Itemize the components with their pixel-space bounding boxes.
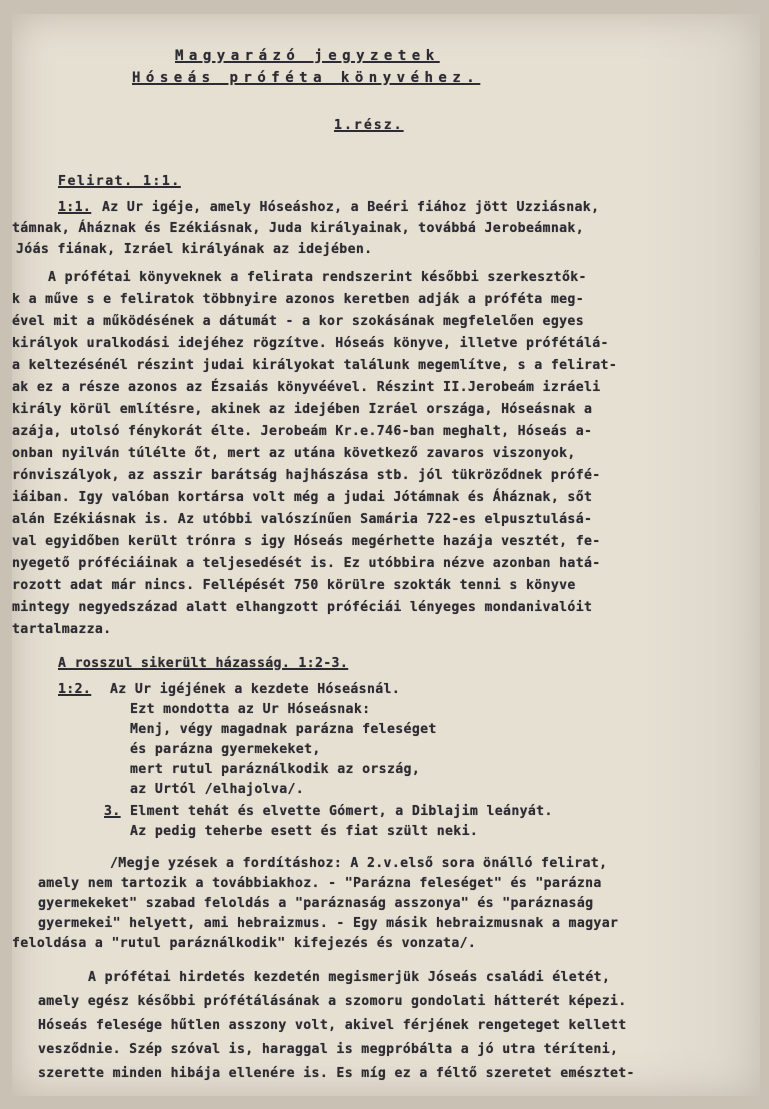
text-line: Jóás fiának, Izráel királyának az idejében. — [16, 242, 373, 257]
text-line: ak ez a része azonos az Ézsaiás könyvéével. Részint II.Jerobeám izráeli — [12, 380, 601, 395]
typewritten-page — [12, 14, 760, 1096]
text-line: mert rutul paráználkodik az ország, — [130, 762, 421, 777]
text-line: Az Ur igéjének a kezdete Hóseásnál. — [110, 682, 401, 697]
text-line: onban nyilván túlélte őt, mert az utána következő zavaros viszonyok, — [12, 446, 576, 461]
text-line: mintegy negyedszázad alatt elhangzott próféciái lényeges mondanivalóit — [12, 600, 593, 615]
text-line: királyok uralkodási idejéhez rögzítve. Hóseás könyve, illetve prófétálá- — [12, 336, 609, 351]
note-line: feloldása a "rutul paráználkodik" kifejezés és vonzata/. — [12, 936, 477, 951]
text-line: Menj, végy magadnak parázna feleséget — [130, 722, 437, 737]
text-line: Ezt mondotta az Ur Hóseásnak: — [130, 702, 371, 717]
body-line: szerette minden hibája ellenére is. Es míg ez a féltő szeretet emésztet- — [38, 1066, 635, 1081]
note-line: gyermekei" helyett, ami hebraizmus. - Egy másik hebraizmusnak a magyar — [38, 916, 619, 931]
bleed-through-shadow — [640, 14, 760, 1096]
text-line: a keltezésénél részint judai királyokat találunk megemlítve, s a felirat- — [12, 358, 618, 373]
text-line: rozott adat már nincs. Fellépését 750 körülre szokták tenni s könyve — [12, 578, 576, 593]
part-label: 1.rész. — [334, 118, 404, 133]
note-line: gyermekeket" szabad feloldás a "paráznaság asszonya" és "paráznaság — [38, 896, 594, 911]
text-line: támnak, Áháznak és Ezékiásnak, Juda királyainak, továbbá Jerobeámnak, — [12, 221, 584, 236]
text-line: iáiban. Igy valóban kortársa volt még a judai Jótámnak és Áháznak, sőt — [12, 490, 593, 505]
text-line: alán Ezékiásnak is. Az utóbbi valószínűen Samária 722-es elpusztulásá- — [12, 512, 593, 527]
body-line: A prófétai hirdetés kezdetén megismerjük Jóseás családi életét, — [88, 970, 611, 985]
note-line: /Megje yzések a fordításhoz: A 2.v.első sora önálló felirat, — [110, 856, 608, 871]
text-line: nyegető próféciáinak a teljesedését is. Ez utóbbira nézve azonban hatá- — [12, 556, 601, 571]
section-heading-1: Felirat. 1:1. — [58, 174, 181, 189]
text-line: ével mit a működésének a dátumát - a kor szokásának megfelelően egyes — [12, 314, 584, 329]
text-line: val egyidőben került trónra s igy Hóseás megérhette hazája vesztét, fe- — [12, 534, 601, 549]
verse-label-3: 3. — [104, 804, 121, 819]
text-line: az Urtól /elhajolva/. — [130, 782, 305, 797]
body-line: vesződnie. Szép szóval is, haraggal is megpróbálta a jó utra téríteni, — [38, 1042, 619, 1057]
section-heading-2: A rosszul sikerült házasság. 1:2-3. — [58, 656, 349, 671]
text-line: tartalmazza. — [12, 622, 112, 637]
text-line: Elment tehát és elvette Gómert, a Diblajim leányát. — [130, 804, 553, 819]
note-line: amely nem tartozik a továbbiakhoz. - "Parázna feleséget" és "parázna — [38, 876, 602, 891]
verse-label-1-1: 1:1. — [58, 200, 92, 215]
text-line: rónviszályok, az asszir barátság hajhászása stb. jól tükröződnek prófé- — [12, 468, 601, 483]
text-line: és parázna gyermekeket, — [130, 742, 321, 757]
verse-label-1-2: 1:2. — [58, 682, 92, 697]
title-line-1: Magyarázó jegyzetek — [175, 48, 440, 64]
title-line-2: Hóseás próféta könyvéhez. — [132, 70, 481, 86]
text-line: király körül említésre, akinek az idejében Izráel országa, Hóseásnak a — [12, 402, 593, 417]
text-line: Az pedig teherbe esett és fiat szült neki. — [130, 824, 479, 839]
body-line: Hóseás felesége hűtlen asszony volt, akivel férjének rengeteget kellett — [38, 1018, 627, 1033]
text-line: k a műve s e feliratok többnyire azonos keretben adják a próféta meg- — [12, 292, 584, 307]
text-line: A prófétai könyveknek a felirata rendszerint későbbi szerkesztők- — [48, 270, 587, 285]
text-line: Az Ur igéje, amely Hóseáshoz, a Beéri fiához jött Uzziásnak, — [102, 200, 600, 215]
text-line: azája, utolsó fénykorát élte. Jerobeám Kr.e.746-ban meghalt, Hóseás a- — [12, 424, 593, 439]
body-line: amely egész későbbi prófétálásának a szomoru gondolati hátterét képezi. — [38, 994, 627, 1009]
